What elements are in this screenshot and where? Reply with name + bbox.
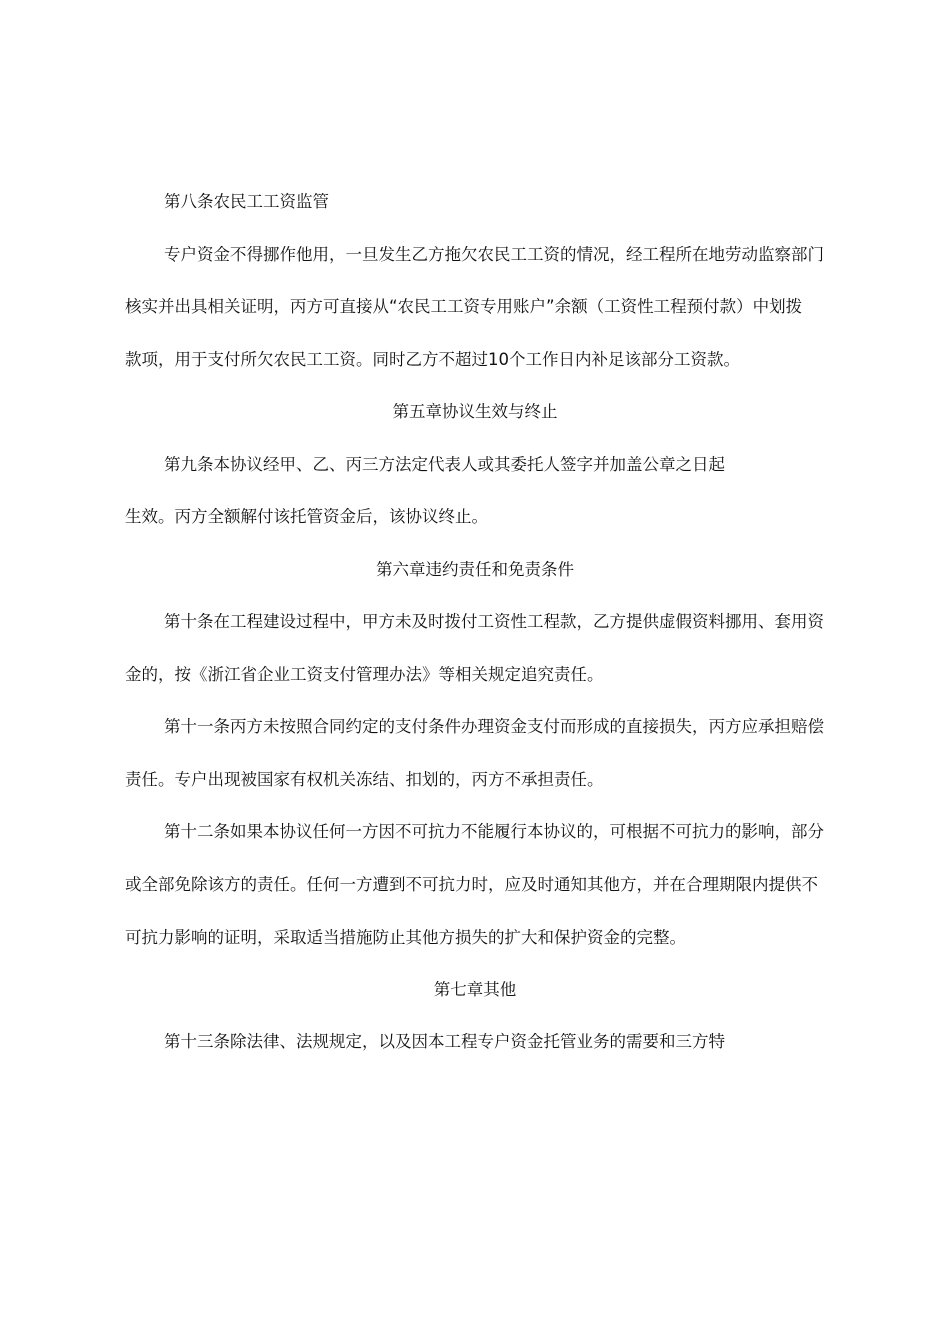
article-10-line-2: 金的，按《浙江省企业工资支付管理办法》等相关规定追究责任。 — [125, 665, 604, 684]
article-8-line-2: 核实并出具相关证明，丙方可直接从“农民工工资专用账户”余额（工资性工程预付款）中划拨 — [125, 297, 803, 316]
chapter-7-heading: 第七章其他 — [433, 980, 517, 999]
article-12-line-3: 可抗力影响的证明，采取适当措施防止其他方损失的扩大和保护资金的完整。 — [125, 928, 686, 947]
article-11-line-1: 第十一条丙方未按照合同约定的支付条件办理资金支付而形成的直接损失，丙方应承担赔偿 — [164, 717, 824, 736]
article-12-line-1: 第十二条如果本协议任何一方因不可抗力不能履行本协议的，可根据不可抗力的影响，部分 — [164, 822, 824, 841]
article-13-line-1: 第十三条除法律、法规规定，以及因本工程专户资金托管业务的需要和三方特 — [164, 1032, 725, 1051]
chapter-6-heading: 第六章违约责任和免责条件 — [376, 560, 574, 579]
chapter-5-heading: 第五章协议生效与终止 — [392, 402, 558, 421]
article-8-heading: 第八条农民工工资监管 — [164, 192, 329, 211]
article-11-line-2: 责任。专户出现被国家有权机关冻结、扣划的，丙方不承担责任。 — [125, 770, 604, 789]
article-9-line-1: 第九条本协议经甲、乙、丙三方法定代表人或其委托人签字并加盖公章之日起 — [164, 455, 725, 474]
article-9-line-2: 生效。丙方全额解付该托管资金后，该协议终止。 — [125, 507, 488, 526]
article-8-line-1: 专户资金不得挪作他用，一旦发生乙方拖欠农民工工资的情况，经工程所在地劳动监察部门 — [164, 245, 824, 264]
article-12-line-2: 或全部免除该方的责任。任何一方遭到不可抗力时，应及时通知其他方，并在合理期限内提供不 — [125, 875, 818, 894]
article-10-line-1: 第十条在工程建设过程中，甲方未及时拨付工资性工程款，乙方提供虚假资料挪用、套用资 — [164, 612, 824, 631]
article-8-line-3: 款项，用于支付所欠农民工工资。同时乙方不超过10个工作日内补足该部分工资款。 — [125, 350, 740, 369]
